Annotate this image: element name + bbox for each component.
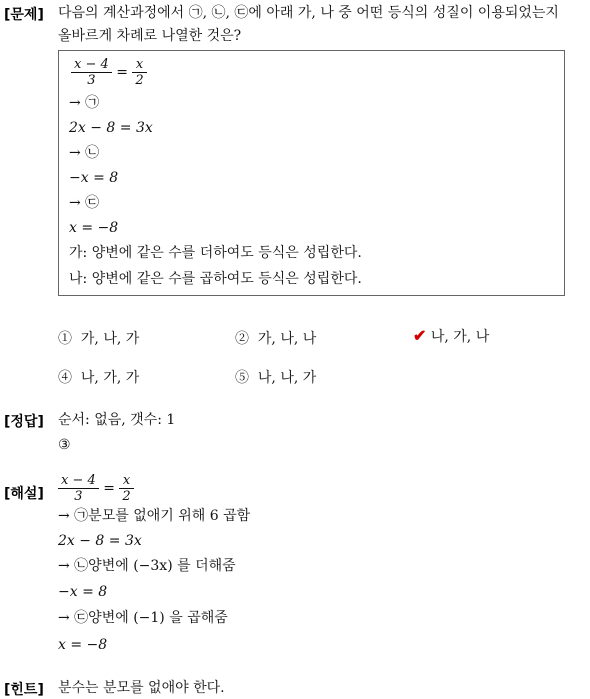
box-eq-3: x = −8 — [69, 220, 119, 236]
box-frac-rhs-den: 2 — [135, 73, 144, 88]
choice-1-number: ① — [58, 331, 72, 347]
answer-line-1: 순서: 없음, 갯수: 1 — [58, 412, 176, 428]
box-rule-na: 나: 양변에 같은 수를 곱하여도 등식은 성립한다. — [69, 271, 362, 287]
hint-tag: [힌트] — [4, 682, 44, 698]
choice-4[interactable] — [58, 367, 139, 387]
question-line-2: 올바르게 차례로 나열한 것은? — [58, 28, 242, 44]
choice-2-text: 가, 나, 나 — [257, 331, 317, 347]
choice-2-number: ② — [235, 331, 249, 347]
choice-5-number: ⑤ — [235, 370, 249, 386]
expl-frac-den: 3 — [74, 489, 83, 504]
box-frac-num: x − 4 — [71, 57, 112, 73]
box-step-3: → ㉢ — [69, 195, 100, 211]
choice-3-text: 나, 가, 나 — [430, 329, 490, 345]
hint-text: 분수는 분모를 없애야 한다. — [58, 680, 225, 696]
expl-step-2: → ㉡양변에 (−3x) 를 더해줌 — [58, 558, 236, 574]
choice-1-text: 가, 나, 가 — [80, 331, 140, 347]
box-frac-den: 3 — [87, 73, 96, 88]
expl-frac-num: x − 4 — [58, 473, 99, 489]
box-frac-rhs-num: x — [132, 57, 146, 73]
choice-2[interactable] — [235, 328, 316, 348]
box-eq-1: 2x − 8 = 3x — [69, 120, 153, 136]
checkmark-icon: ✔ — [413, 326, 427, 345]
choice-3[interactable] — [413, 326, 489, 346]
answer-tag: [정답] — [4, 414, 44, 430]
choice-5[interactable] — [235, 367, 316, 387]
box-rule-ga: 가: 양변에 같은 수를 더하여도 등식은 성립한다. — [69, 245, 362, 261]
box-fraction-lhs — [71, 57, 112, 88]
expl-eq-2: −x = 8 — [58, 584, 108, 600]
answer-line-2: ③ — [58, 437, 71, 453]
box-fraction-equation — [71, 57, 147, 88]
expl-frac-rhs-num: x — [119, 473, 133, 489]
box-fraction-rhs — [132, 57, 146, 88]
choice-4-number: ④ — [58, 370, 72, 386]
explanation-fraction-equation — [58, 473, 134, 504]
box-equals: = — [116, 64, 128, 81]
problem-tag: [문제] — [4, 7, 44, 23]
expl-frac-rhs-den: 2 — [122, 489, 131, 504]
box-step-1: → ㉠ — [69, 95, 100, 111]
box-step-2: → ㉡ — [69, 145, 100, 161]
expl-equals: = — [103, 480, 115, 497]
choice-1[interactable] — [58, 328, 139, 348]
choice-4-text: 나, 가, 가 — [80, 370, 140, 386]
expl-eq-3: x = −8 — [58, 637, 108, 653]
question-line-1: 다음의 계산과정에서 ㉠, ㉡, ㉢에 아래 가, 나 중 어떤 등식의 성질이 이용되었는지 — [58, 5, 559, 21]
expl-step-3: → ㉢양변에 (−1) 을 곱해줌 — [58, 610, 228, 626]
explanation-tag: [해설] — [4, 486, 44, 502]
expl-fraction-lhs — [58, 473, 99, 504]
expl-step-1: → ㉠분모를 없애기 위해 6 곱함 — [58, 508, 251, 524]
expl-eq-1: 2x − 8 = 3x — [58, 533, 142, 549]
expl-fraction-rhs — [119, 473, 133, 504]
calculation-box — [58, 50, 565, 296]
box-eq-2: −x = 8 — [69, 170, 119, 186]
choice-5-text: 나, 나, 가 — [257, 370, 317, 386]
